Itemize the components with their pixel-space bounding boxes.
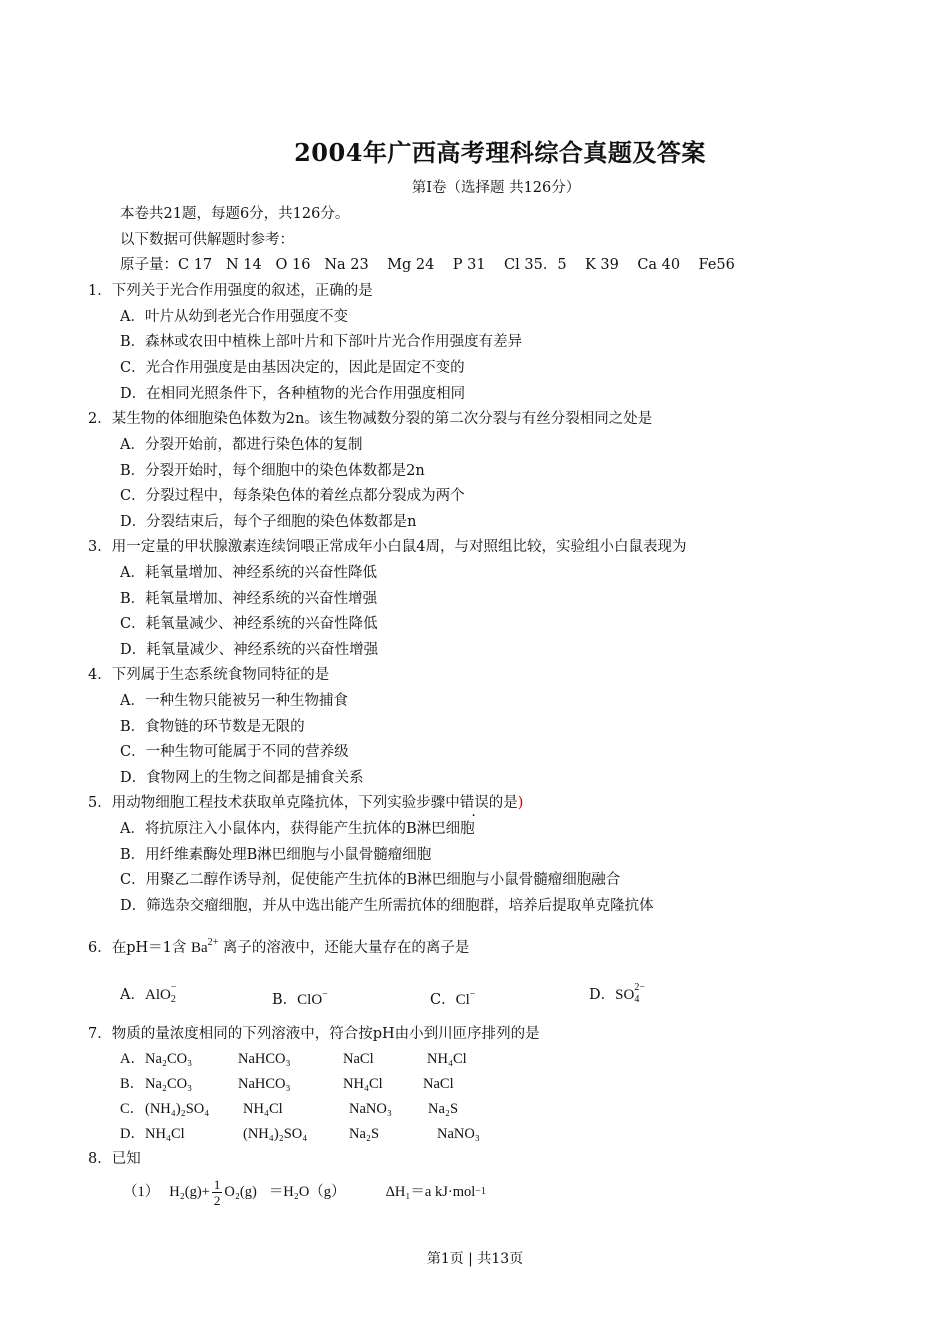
question-6-option-c: C．Cl− <box>430 989 476 1008</box>
question-6-stem-pre: 6．在pH＝1含 <box>88 940 187 956</box>
question-7-option-b: B． Na₂CO₃ NaHCO₃ NH₄Cl NaCl <box>120 1076 454 1092</box>
atomic-mass-line: 原子量：C 17 N 14 O 16 Na 23 Mg 24 P 31 Cl 35．5 K 39 Ca 40 Fe56 <box>120 257 735 273</box>
question-1-option-d: D．在相同光照条件下，各种植物的光合作用强度相同 <box>120 386 466 402</box>
question-5-stem-pre: 5．用动物细胞工程技术获取单克隆抗体，下列实验步骤中 <box>88 795 460 811</box>
question-1-option-a: A．叶片从幼到老光合作用强度不变 <box>120 309 348 325</box>
page-footer: 第1页 | 共13页 <box>426 1251 524 1267</box>
question-6-stem-post: 离子的溶液中，还能大量存在的离子是 <box>222 940 470 956</box>
question-7-stem: 7．物质的量浓度相同的下列溶液中，符合按pH由小到川匝序排列的是 <box>88 1026 540 1042</box>
question-4-option-d: D．食物网上的生物之间都是捕食关系 <box>120 770 364 786</box>
question-8-equation-1: （1） H₂(g)+ $\frac{1}{2}$ O₂(g) ＝H₂O（g） ΔH₁＝a kJ·mol −1 <box>123 1176 486 1208</box>
question-2-option-a: A．分裂开始前，都进行染色体的复制 <box>120 437 363 453</box>
question-3-option-d: D．耗氧量减少、神经系统的兴奋性增强 <box>120 642 379 658</box>
question-6-ion: $Ba^{2+}$ <box>191 937 219 956</box>
question-5-stem <box>88 794 523 812</box>
question-1-option-b: B．森林或农田中植株上部叶片和下部叶片光合作用强度有差异 <box>120 334 523 350</box>
question-1-stem: 1．下列关于光合作用强度的叙述，正确的是 <box>88 283 373 299</box>
question-6-option-d: D．SO 2− 4 <box>589 982 645 1005</box>
question-4-option-c: C．一种生物可能属于不同的营养级 <box>120 744 349 760</box>
intro-line-2: 以下数据可供解题时参考： <box>120 232 294 248</box>
question-3-option-c: C．耗氧量减少、神经系统的兴奋性降低 <box>120 616 378 632</box>
question-5-option-d: D．筛选杂交瘤细胞，并从中选出能产生所需抗体的细胞群，培养后提取单克隆抗体 <box>120 898 654 914</box>
question-5-stem-post: 的是 <box>488 795 518 811</box>
question-7-option-a: A． Na₂CO₃ NaHCO₃ NaCl NH₄Cl <box>120 1051 467 1067</box>
question-4-option-b: B．食物链的环节数是无限的 <box>120 719 305 735</box>
section-heading: 第Ⅰ卷（选择题 共126分） <box>411 180 581 196</box>
question-2-option-c: C．分裂过程中，每条染色体的着丝点都分裂成为两个 <box>120 488 465 504</box>
question-6-option-b: B．ClO− <box>272 989 328 1008</box>
page-title: 2004年广西高考理科综合真题及答案 <box>294 138 706 167</box>
question-2-option-d: D．分裂结束后，每个子细胞的染色体数都是n <box>120 514 417 530</box>
question-5-option-a: A．将抗原注入小鼠体内，获得能产生抗体的B淋巴细胞 <box>120 821 475 837</box>
fraction-one-half: $\frac{1}{2}$ <box>213 1176 221 1208</box>
question-3-option-b: B．耗氧量增加、神经系统的兴奋性增强 <box>120 591 378 607</box>
intro-line-1: 本卷共21题，每题6分，共126分。 <box>120 206 350 222</box>
question-2-option-b: B．分裂开始时，每个细胞中的染色体数都是2n <box>120 463 425 479</box>
question-3-stem: 3．用一定量的甲状腺激素连续饲喂正常成年小白鼠4周，与对照组比较，实验组小白鼠表现为 <box>88 539 687 555</box>
question-8-stem: 8．已知 <box>88 1151 141 1167</box>
question-5-emphasis: 错误 <box>459 795 489 811</box>
question-4-option-a: A．一种生物只能被另一种生物捕食 <box>120 693 348 709</box>
question-4-stem: 4．下列属于生态系统食物同特征的是 <box>88 667 330 683</box>
question-6-stem <box>88 934 469 957</box>
question-1-option-c: C．光合作用强度是由基因决定的，因此是固定不变的 <box>120 360 465 376</box>
question-7-option-d: D． NH₄Cl (NH₄)₂SO₄ Na₂S NaNO₃ <box>120 1126 480 1142</box>
question-6-option-a: A．AlO − 2 <box>120 982 177 1005</box>
question-5-option-b: B．用纤维素酶处理B淋巴细胞与小鼠骨髓瘤细胞 <box>120 847 432 863</box>
question-5-paren: ) <box>517 795 524 811</box>
question-5-option-c: C．用聚乙二醇作诱导剂，促使能产生抗体的B淋巴细胞与小鼠骨髓瘤细胞融合 <box>120 872 621 888</box>
question-2-stem: 2．某生物的体细胞染色体数为2n。该生物减数分裂的第二次分裂与有丝分裂相同之处是 <box>88 411 653 427</box>
question-7-option-c: C． (NH₄)₂SO₄ NH₄Cl NaNO₃ Na₂S <box>120 1101 459 1117</box>
question-3-option-a: A．耗氧量增加、神经系统的兴奋性降低 <box>120 565 377 581</box>
